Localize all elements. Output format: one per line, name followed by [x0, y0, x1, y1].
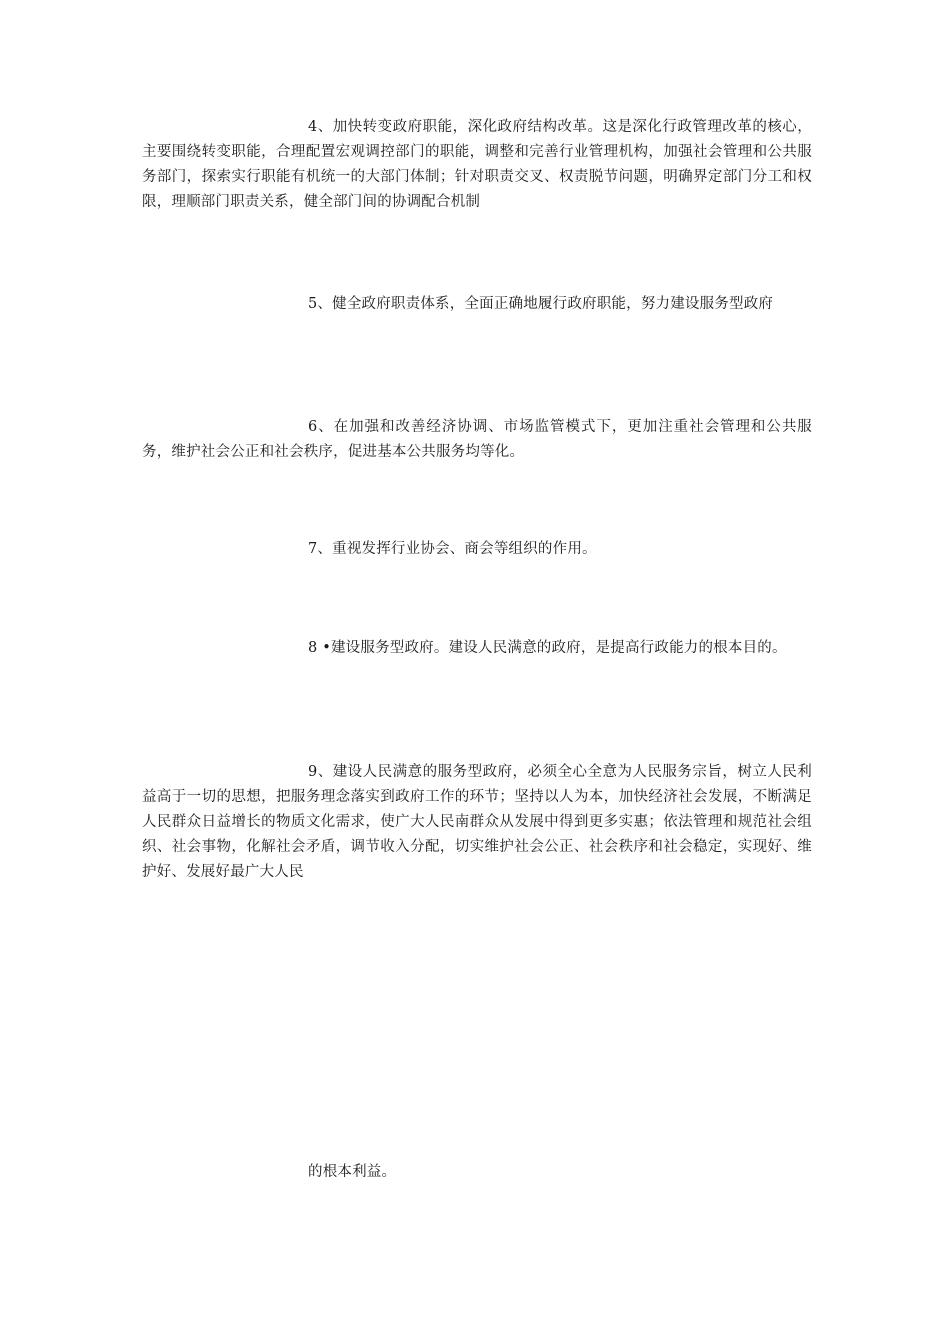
paragraph-4: 4、加快转变政府职能，深化政府结构改革。这是深化行政管理改革的核心，主要围绕转变职能，合理配置宏观调控部门的职能，调整和完善行业管理机构，加强社会管理和公共服务部门，探索实行职能有机统一的大部门体制；针对职责交叉、权责脱节问题，明确界定部门分工和权限，理顺部门职责关系，健全部门间的协调配合机制 [142, 119, 812, 210]
paragraph-6: 6、在加强和改善经济协调、市场监管模式下，更加注重社会管理和公共服务，维护社会公正和社会秩序，促进基本公共服务均等化。 [142, 419, 812, 460]
paragraph-9: 9、建设人民满意的服务型政府，必须全心全意为人民服务宗旨，树立人民利益高于一切的思想，把服务理念落实到政府工作的环节；坚持以人为本，加快经济社会发展，不断满足人民群众日益增长的物质文化需求，使广大人民南群众从发展中得到更多实惠；依法管理和规范社会组织、社会事物，化解社会矛盾，调节收入分配，切实维护社会公正、社会秩序和社会稳定，实现好、维护好、发展好最广大人民 [142, 764, 812, 880]
paragraph-7: 7、重视发挥行业协会、商会等组织的作用。 [308, 541, 597, 557]
paragraph-8: 8 •建设服务型政府。建设人民满意的政府，是提高行政能力的根本目的。 [308, 640, 787, 656]
paragraph-9-continuation: 的根本利益。 [308, 1164, 397, 1180]
paragraph-5: 5、健全政府职责体系，全面正确地履行政府职能，努力建设服务型政府 [308, 296, 774, 312]
